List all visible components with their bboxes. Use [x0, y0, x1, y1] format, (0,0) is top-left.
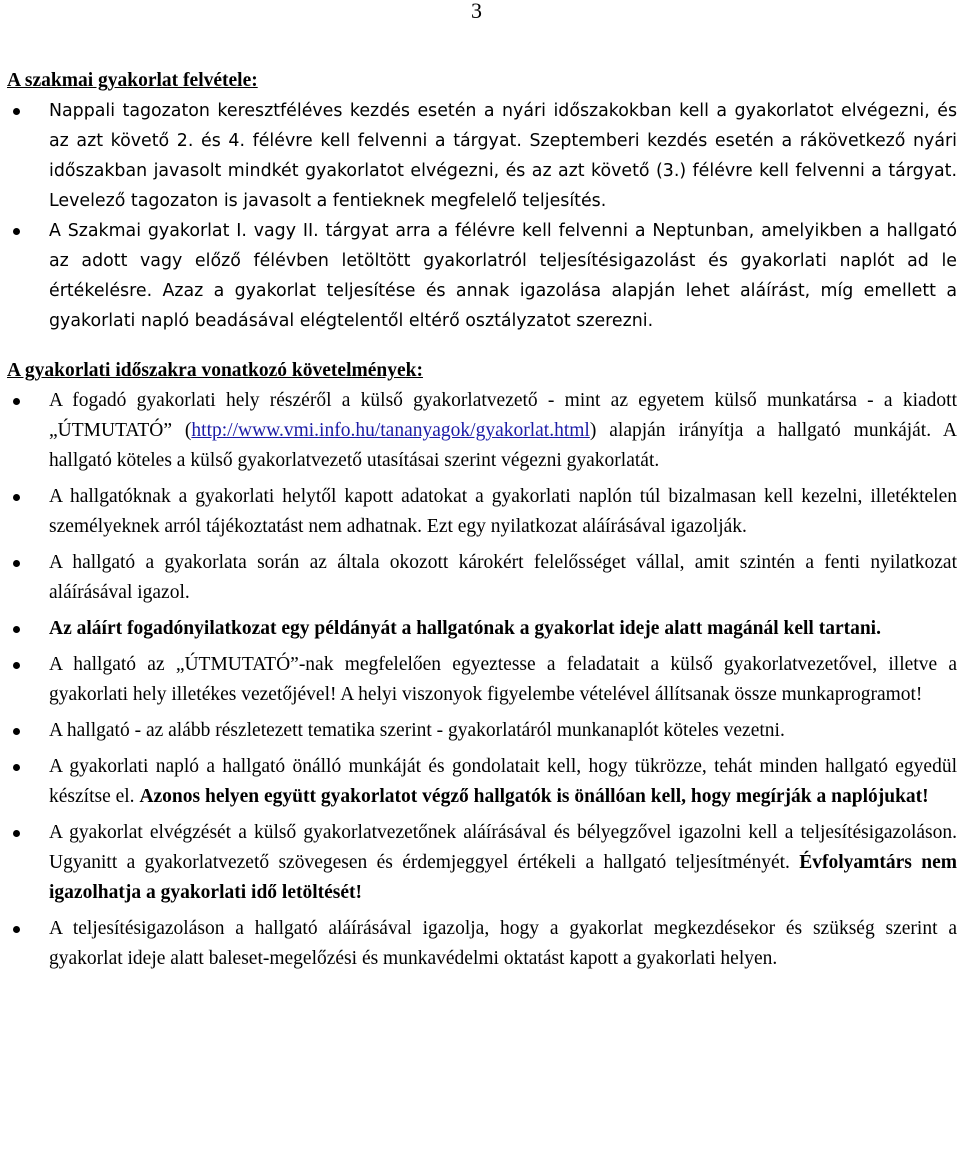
document-body [7, 66, 957, 974]
bullet-list-felvetel [7, 96, 957, 336]
list-item-bold-text: Az aláírt fogadónyilatkozat egy példányát a hallgatónak a gyakorlat ideje alatt magánál kell tartani. [49, 618, 881, 639]
list-item [7, 716, 957, 746]
list-item [7, 818, 957, 908]
list-item-text: A teljesítésigazoláson a hallgató aláírásával igazolja, hogy a gyakorlat megkezdésekor és szükség szerint a gyakorlat ideje alatt baleset-megelőzési és munkavédelmi oktatást kapott a gyakorlati helyen. [49, 918, 957, 969]
list-item-text: A hallgató a gyakorlata során az általa okozott károkért felelősséget vállal, amit szintén a fenti nyilatkozat aláírásával igazol. [49, 552, 957, 603]
bullet-list-kovetelmenyek [7, 386, 957, 974]
list-item [7, 752, 957, 812]
utmutato-link[interactable]: http://www.vmi.info.hu/tananyagok/gyakorlat.html [191, 420, 590, 441]
list-item [7, 650, 957, 710]
list-item [7, 216, 957, 336]
list-item [7, 548, 957, 608]
list-item-text: A gyakorlati napló a hallgató önálló munkáját és gondolatait kell, hogy tükrözze, tehát minden hallgató egyedül készítse el. [49, 756, 957, 807]
list-item-text: A hallgató - az alább részletezett tematika szerint - gyakorlatáról munkanaplót köteles vezetni. [49, 720, 785, 741]
list-item-text: A hallgatóknak a gyakorlati helytől kapott adatokat a gyakorlati naplón túl bizalmasan kell kezelni, illetéktelen személyeknek arról tájékoztatást nem adhatnak. Ezt egy nyilatkozat aláírásával igazolják. [49, 486, 957, 537]
list-item [7, 614, 957, 644]
list-item-text: ) alapján irányítja a hallgató munkáját. A hallgató köteles a külső gyakorlatvezető utasításai szerint végezni gyakorlatát. [49, 420, 958, 471]
list-item-text: A hallgató az „ÚTMUTATÓ”-nak megfelelően egyeztesse a feladatait a külső gyakorlatvezetővel, illetve a gyakorlati hely illetékes vezetőjével! A helyi viszonyok figyelembe vételével állítsanak össze munkaprogramot! [49, 654, 957, 705]
list-item-bold-text: Azonos helyen együtt gyakorlatot végző hallgatók is önállóan kell, hogy megírják a naplójukat! [139, 786, 929, 807]
list-item [7, 914, 957, 974]
list-item-text: A gyakorlat elvégzését a külső gyakorlatvezetőnek aláírásával és bélyegzővel igazolni kell a teljesítésigazoláson. Ugyanitt a gyakorlatvezető szövegesen és érdemjeggyel értékeli a hallgató teljesítményét. [49, 822, 957, 873]
list-item-text: Nappali tagozaton keresztféléves kezdés esetén a nyári időszakokban kell a gyakorlatot elvégezni, és az azt követő 2. és 4. félévre kell felvenni a tárgyat. Szeptemberi kezdés esetén a rákövetkező nyári időszakban javasolt mindkét gyakorlatot elvégezni, és az azt követő (3.) félévre kell felvenni a tárgyat. Levelező tagozaton is javasolt a fentieknek megfelelő teljesítés. [49, 101, 957, 211]
list-item-bold-text: Évfolyamtárs nem igazolhatja a gyakorlati idő letöltését! [49, 852, 957, 903]
section-heading-gyakorlat-felvetele: A szakmai gyakorlat felvétele: [7, 70, 258, 91]
list-item-text: A Szakmai gyakorlat I. vagy II. tárgyat arra a félévre kell felvenni a Neptunban, amelyikben a hallgató az adott vagy előző félévben letöltött gyakorlatról teljesítésigazolást és gyakorlati naplót ad le értékelésre. Azaz a gyakorlat teljesítése és annak igazolása alapján lehet aláírást, míg emellett a gyakorlati napló beadásával elégtelentől eltérő osztályzatot szerezni. [49, 221, 957, 331]
section-heading-kovetelmenyek: A gyakorlati időszakra vonatkozó követelmények: [7, 360, 423, 381]
list-item [7, 96, 957, 216]
list-item [7, 386, 957, 476]
list-item [7, 482, 957, 542]
page-number: 3 [471, 0, 482, 23]
list-item-text: A fogadó gyakorlati hely részéről a külső gyakorlatvezető - mint az egyetem külső munkatársa - a kiadott „ÚTMUTATÓ” ( [49, 390, 957, 441]
